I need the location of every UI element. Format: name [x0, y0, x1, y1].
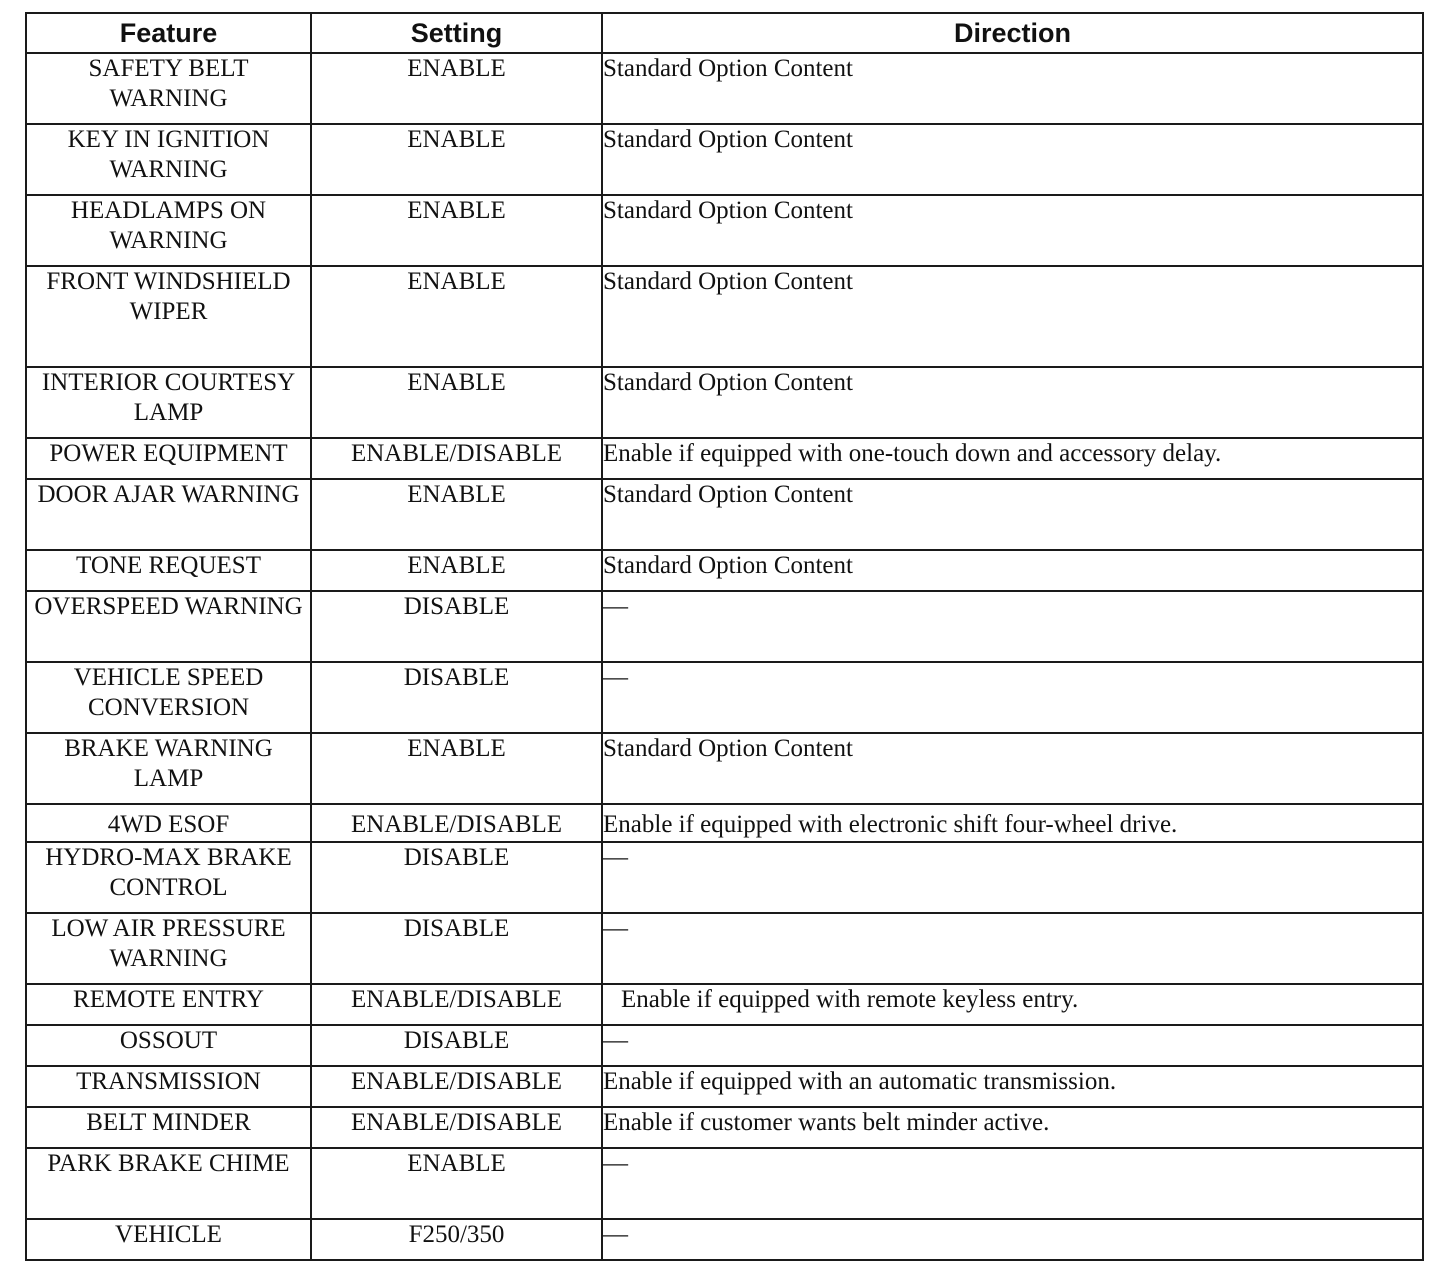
- header-setting: Setting: [311, 13, 602, 53]
- setting-cell: ENABLE/DISABLE: [311, 1107, 602, 1148]
- feature-cell: HYDRO-MAX BRAKE CONTROL: [26, 842, 311, 913]
- setting-cell: DISABLE: [311, 662, 602, 733]
- setting-cell: ENABLE: [311, 479, 602, 550]
- direction-cell: Standard Option Content: [602, 479, 1423, 550]
- header-direction: Direction: [602, 13, 1423, 53]
- feature-cell: BELT MINDER: [26, 1107, 311, 1148]
- direction-cell: —: [602, 842, 1423, 913]
- table-row: [26, 53, 1423, 124]
- direction-cell: —: [602, 1025, 1423, 1066]
- feature-cell: TRANSMISSION: [26, 1066, 311, 1107]
- feature-cell: HEADLAMPS ON WARNING: [26, 195, 311, 266]
- table-row: [26, 1148, 1423, 1219]
- feature-cell: PARK BRAKE CHIME: [26, 1148, 311, 1219]
- header-feature: Feature: [26, 13, 311, 53]
- feature-cell: 4WD ESOF: [26, 804, 311, 842]
- feature-cell: POWER EQUIPMENT: [26, 438, 311, 479]
- feature-cell: KEY IN IGNITION WARNING: [26, 124, 311, 195]
- table-row: [26, 124, 1423, 195]
- setting-cell: DISABLE: [311, 591, 602, 662]
- table-row: [26, 1066, 1423, 1107]
- setting-cell: ENABLE: [311, 367, 602, 438]
- table-row: [26, 804, 1423, 842]
- direction-cell: Enable if equipped with an automatic transmission.: [602, 1066, 1423, 1107]
- feature-cell: BRAKE WARNING LAMP: [26, 733, 311, 804]
- feature-cell: SAFETY BELT WARNING: [26, 53, 311, 124]
- setting-cell: ENABLE: [311, 266, 602, 367]
- direction-cell: Enable if equipped with remote keyless entry.: [602, 984, 1423, 1025]
- setting-cell: ENABLE: [311, 53, 602, 124]
- table-row: [26, 984, 1423, 1025]
- table-row: [26, 913, 1423, 984]
- table-row: [26, 367, 1423, 438]
- table-row: [26, 550, 1423, 591]
- direction-cell: Standard Option Content: [602, 53, 1423, 124]
- setting-cell: ENABLE: [311, 195, 602, 266]
- setting-cell: ENABLE/DISABLE: [311, 984, 602, 1025]
- direction-cell: —: [602, 591, 1423, 662]
- direction-cell: —: [602, 662, 1423, 733]
- table-row: [26, 1025, 1423, 1066]
- setting-cell: ENABLE/DISABLE: [311, 438, 602, 479]
- feature-cell: OVERSPEED WARNING: [26, 591, 311, 662]
- feature-cell: VEHICLE: [26, 1219, 311, 1260]
- direction-cell: Standard Option Content: [602, 367, 1423, 438]
- direction-cell: Enable if equipped with one-touch down and accessory delay.: [602, 438, 1423, 479]
- feature-cell: FRONT WINDSHIELD WIPER: [26, 266, 311, 367]
- table-row: [26, 591, 1423, 662]
- setting-cell: ENABLE: [311, 1148, 602, 1219]
- setting-cell: DISABLE: [311, 913, 602, 984]
- feature-cell: LOW AIR PRESSURE WARNING: [26, 913, 311, 984]
- feature-cell: INTERIOR COURTESY LAMP: [26, 367, 311, 438]
- feature-cell: VEHICLE SPEED CONVERSION: [26, 662, 311, 733]
- feature-cell: REMOTE ENTRY: [26, 984, 311, 1025]
- direction-cell: Standard Option Content: [602, 550, 1423, 591]
- table-row: [26, 479, 1423, 550]
- header-row: [26, 13, 1423, 53]
- direction-cell: Standard Option Content: [602, 124, 1423, 195]
- table-row: [26, 195, 1423, 266]
- table-row: [26, 1107, 1423, 1148]
- setting-cell: DISABLE: [311, 842, 602, 913]
- table-row: [26, 1219, 1423, 1260]
- setting-cell: ENABLE/DISABLE: [311, 804, 602, 842]
- feature-cell: DOOR AJAR WARNING: [26, 479, 311, 550]
- table-row: [26, 438, 1423, 479]
- table-row: [26, 842, 1423, 913]
- direction-cell: —: [602, 913, 1423, 984]
- direction-cell: Enable if equipped with electronic shift four-wheel drive.: [602, 804, 1423, 842]
- direction-cell: —: [602, 1219, 1423, 1260]
- setting-cell: ENABLE: [311, 124, 602, 195]
- feature-settings-table: [25, 12, 1424, 1261]
- setting-cell: ENABLE/DISABLE: [311, 1066, 602, 1107]
- table-row: [26, 266, 1423, 367]
- setting-cell: DISABLE: [311, 1025, 602, 1066]
- direction-cell: Standard Option Content: [602, 733, 1423, 804]
- direction-cell: Standard Option Content: [602, 266, 1423, 367]
- table-row: [26, 733, 1423, 804]
- setting-cell: ENABLE: [311, 733, 602, 804]
- feature-cell: OSSOUT: [26, 1025, 311, 1066]
- direction-cell: —: [602, 1148, 1423, 1219]
- direction-cell: Standard Option Content: [602, 195, 1423, 266]
- setting-cell: ENABLE: [311, 550, 602, 591]
- setting-cell: F250/350: [311, 1219, 602, 1260]
- direction-cell: Enable if customer wants belt minder active.: [602, 1107, 1423, 1148]
- feature-cell: TONE REQUEST: [26, 550, 311, 591]
- table-row: [26, 662, 1423, 733]
